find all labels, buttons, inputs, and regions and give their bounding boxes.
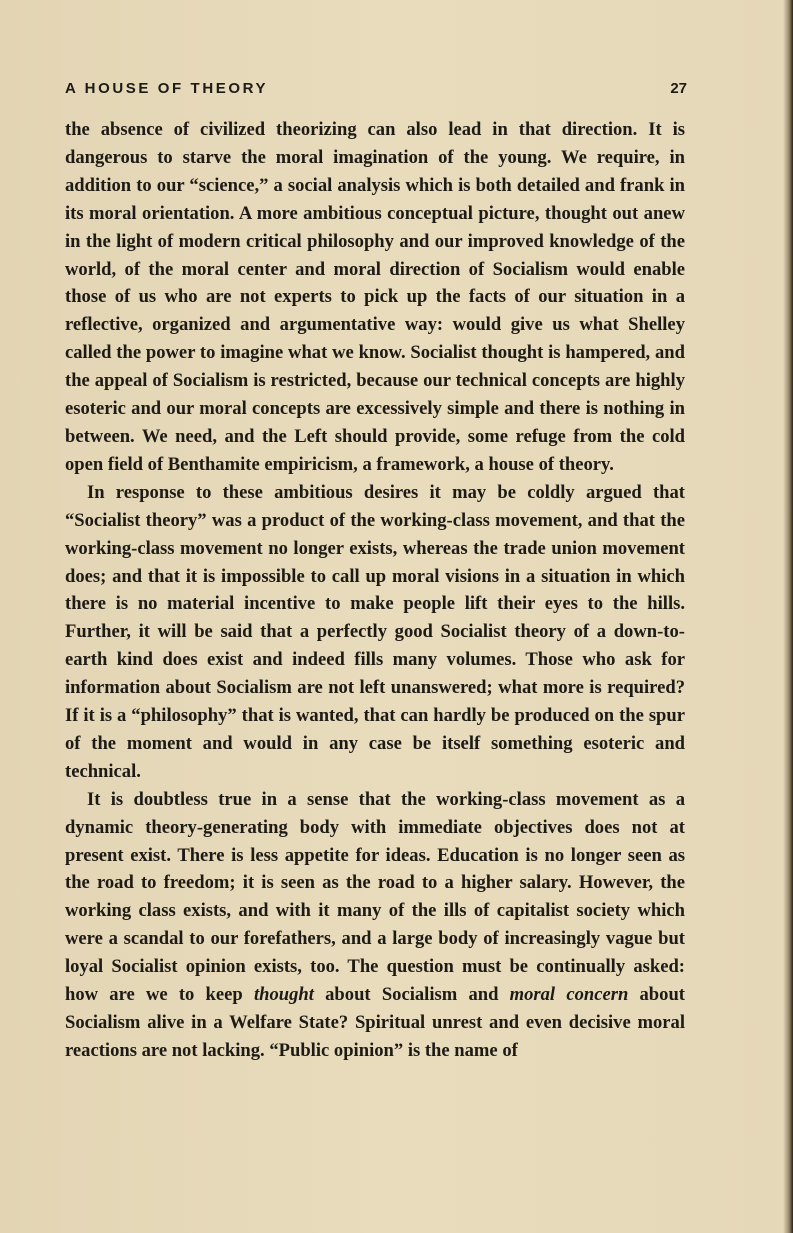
paragraph-2: In response to these ambitious desires it may be coldly argued that “Socialist theory” was a product of the working-class movement, and that the working-class movement no longer exists, whereas the trade union movement does; and that it is impossible to call up moral visions in a situation in which there is no material incentive to make people lift their eyes to the hills. Further, it will be said that a perfectly good Socialist theory of a down-to-earth kind does exist and indeed fills many volumes. Those who ask for information about Socialism are not left unanswered; what more is required? If it is a “philosophy” that is wanted, that can hardly be produced on the spur of the moment and would in any case be itself something esoteric and technical. [65,481,685,782]
emphasis-moral-concern: moral concern [509,984,629,1006]
running-head [65,80,687,102]
paragraph-1: the absence of civilized theorizing can also lead in that direction. It is dangerous to starve the moral imagination of the young. We require, in addition to our “science,” a social analysis which is both detailed and frank in its moral orientation. A more ambitious conceptual picture, thought out anew in the light of modern critical philosophy and our improved knowledge of the world, of the moral center and moral direction of Socialism would enable those of us who are not experts to pick up the facts of our situation in a reflective, organized and argumentative way: would give us what Shelley called the power to imagine what we know. Socialist thought is hampered, and the appeal of Socialism is restricted, because our technical concepts are highly esoteric and our moral concepts are excessively simple and there is nothing in between. We need, and the Left should provide, some refuge from the cold open field of Benthamite empiricism, a framework, a house of theory. [65,119,685,475]
paragraph-3-text-end: about Socialism alive in a Welfare State? Spiritual unrest and even decisive moral reactions are not lacking. “Public opinion” is the name of [65,984,685,1061]
paragraph-3-text-middle: about Socialism and [313,984,510,1006]
page-number: 27 [670,80,687,97]
page-edge-shadow [783,0,793,1233]
paragraph-3-text-start: It is doubtless true in a sense that the working-class movement as a dynamic theory-generating body with immediate objectives does not at present exist. There is less appetite for ideas. Education is no longer seen as the road to freedom; it is seen as the road to a higher salary. However, the working class exists, and with it many of the ills of capitalist society which were a scandal to our forefathers, and a large body of increasingly vague but loyal Socialist opinion exists, too. The question must be continually asked: how are we to keep [65,788,685,1006]
chapter-title: A HOUSE OF THEORY [65,80,269,97]
paragraph-3 [65,786,685,1065]
emphasis-thought: thought [253,984,314,1006]
body-text [65,116,685,1065]
